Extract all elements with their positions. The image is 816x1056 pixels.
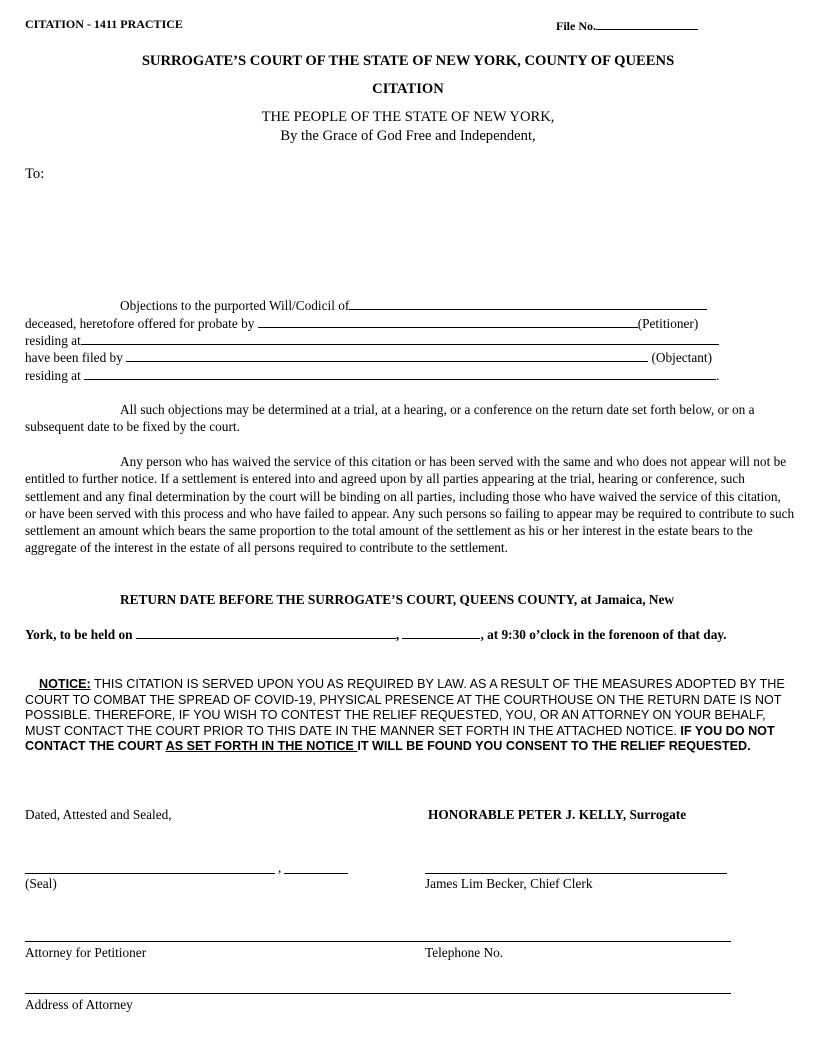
people-line: THE PEOPLE OF THE STATE OF NEW YORK, bbox=[261, 109, 555, 125]
objectant-address-field[interactable] bbox=[84, 367, 716, 380]
notice-paragraph bbox=[25, 677, 793, 755]
period: . bbox=[716, 368, 720, 383]
notice-label: NOTICE: bbox=[39, 677, 91, 691]
filed-by-label: have been filed by bbox=[25, 350, 123, 365]
notice-body: THIS CITATION IS SERVED UPON YOU AS REQUIRED BY LAW. AS A RESULT OF THE MEASURES ADOPTED BY THE COURT TO COMBAT THE SPREAD OF COVID-19, PHYSICAL PRESENCE AT THE COURTHOUSE ON THE RETURN DATE IS NOT POSSIBLE. THEREFORE, IF YOU WISH TO CONTEST THE RELIEF REQUESTED, YOU, OR AN ATTORNEY ON YOUR BEHALF, MUST CONTACT THE COURT PRIOR TO THIS DATE IN THE MANNER SET FORTH IN THE ATTACHED NOTICE. bbox=[25, 677, 785, 738]
petitioner-label: (Petitioner) bbox=[637, 316, 699, 331]
objectant-field[interactable] bbox=[126, 349, 648, 362]
objections-row bbox=[120, 297, 707, 314]
grace-line: By the Grace of God Free and Independent, bbox=[280, 128, 536, 144]
date-comma: , bbox=[395, 627, 400, 642]
clerk-signature-line[interactable] bbox=[425, 873, 727, 874]
petitioner-address-field[interactable] bbox=[81, 332, 719, 345]
seal-year-line[interactable] bbox=[284, 873, 348, 874]
notice-warning-2: IT WILL BE FOUND YOU CONSENT TO THE RELIEF REQUESTED. bbox=[357, 739, 751, 754]
document-title: CITATION bbox=[372, 81, 444, 97]
objectant-label: (Objectant) bbox=[651, 350, 713, 365]
judge-name: HONORABLE PETER J. KELLY, Surrogate bbox=[428, 807, 687, 822]
seal-comma: , bbox=[278, 860, 282, 875]
dated-label: Dated, Attested and Sealed, bbox=[25, 807, 172, 822]
return-date-line-1: RETURN DATE BEFORE THE SURROGATE’S COURT, QUEENS COUNTY, at Jamaica, New bbox=[120, 592, 674, 607]
court-name: SURROGATE’S COURT OF THE STATE OF NEW YORK, COUNTY OF QUEENS bbox=[141, 53, 675, 69]
objections-label: Objections to the purported Will/Codicil of bbox=[120, 298, 350, 313]
deceased-label: deceased, heretofore offered for probate by bbox=[25, 316, 255, 331]
petitioner-field[interactable] bbox=[258, 315, 638, 328]
seal-label: (Seal) bbox=[25, 876, 57, 891]
return-date-line-2 bbox=[25, 626, 727, 643]
notice-warning-1: IF YOU DO NOT CONTACT THE COURT bbox=[25, 723, 775, 754]
attorney-line[interactable] bbox=[25, 941, 731, 942]
residing-label-2: residing at bbox=[25, 368, 81, 383]
notice-warning-underlined: AS SET FORTH IN THE NOTICE bbox=[165, 739, 358, 754]
decedent-field[interactable] bbox=[349, 297, 707, 310]
filed-by-row bbox=[25, 349, 712, 366]
file-no-field[interactable] bbox=[596, 17, 698, 30]
seal-date-line[interactable] bbox=[25, 873, 275, 874]
file-no bbox=[556, 17, 698, 34]
form-label: CITATION - 1411 PRACTICE bbox=[25, 17, 183, 31]
address-line[interactable] bbox=[25, 993, 731, 994]
clerk-name: James Lim Becker, Chief Clerk bbox=[425, 876, 593, 891]
address-label: Address of Attorney bbox=[25, 997, 133, 1012]
return-date-field[interactable] bbox=[136, 626, 396, 639]
residing-label-1: residing at bbox=[25, 333, 81, 348]
held-on-label: York, to be held on bbox=[25, 627, 133, 642]
telephone-label: Telephone No. bbox=[425, 945, 504, 960]
attorney-label: Attorney for Petitioner bbox=[25, 945, 147, 960]
time-text: , at 9:30 o’clock in the forenoon of that day. bbox=[480, 627, 727, 642]
to-label: To: bbox=[25, 166, 45, 182]
residing-row-1 bbox=[25, 332, 719, 349]
deceased-row bbox=[25, 315, 698, 332]
paragraph-objections: All such objections may be determined at a trial, at a hearing, or a conference on the return date set forth below, or on a subsequent date to be fixed by the court. bbox=[25, 402, 755, 435]
file-no-label: File No. bbox=[556, 19, 596, 33]
residing-row-2 bbox=[25, 367, 719, 384]
return-year-field[interactable] bbox=[402, 626, 480, 639]
paragraph-settlement: Any person who has waived the service of this citation or has been served with the same and who does not appear will not be entitled to further notice. If a settlement is entered into and agreed upon by all parties appearing at the trial, hearing or conference, such settlement and any final determination by the court will be binding on all parties, including those who have waived the service of this citation, or have been served with this process and who have failed to appear. Any such persons so failing to appear may be required to contribute to such settlement an amount which bears the same proportion to the total amount of the settlement as his or her interest in the estate bears to the aggregate of the interest in the estate of all persons required to contribute to the settlement. bbox=[25, 454, 795, 556]
